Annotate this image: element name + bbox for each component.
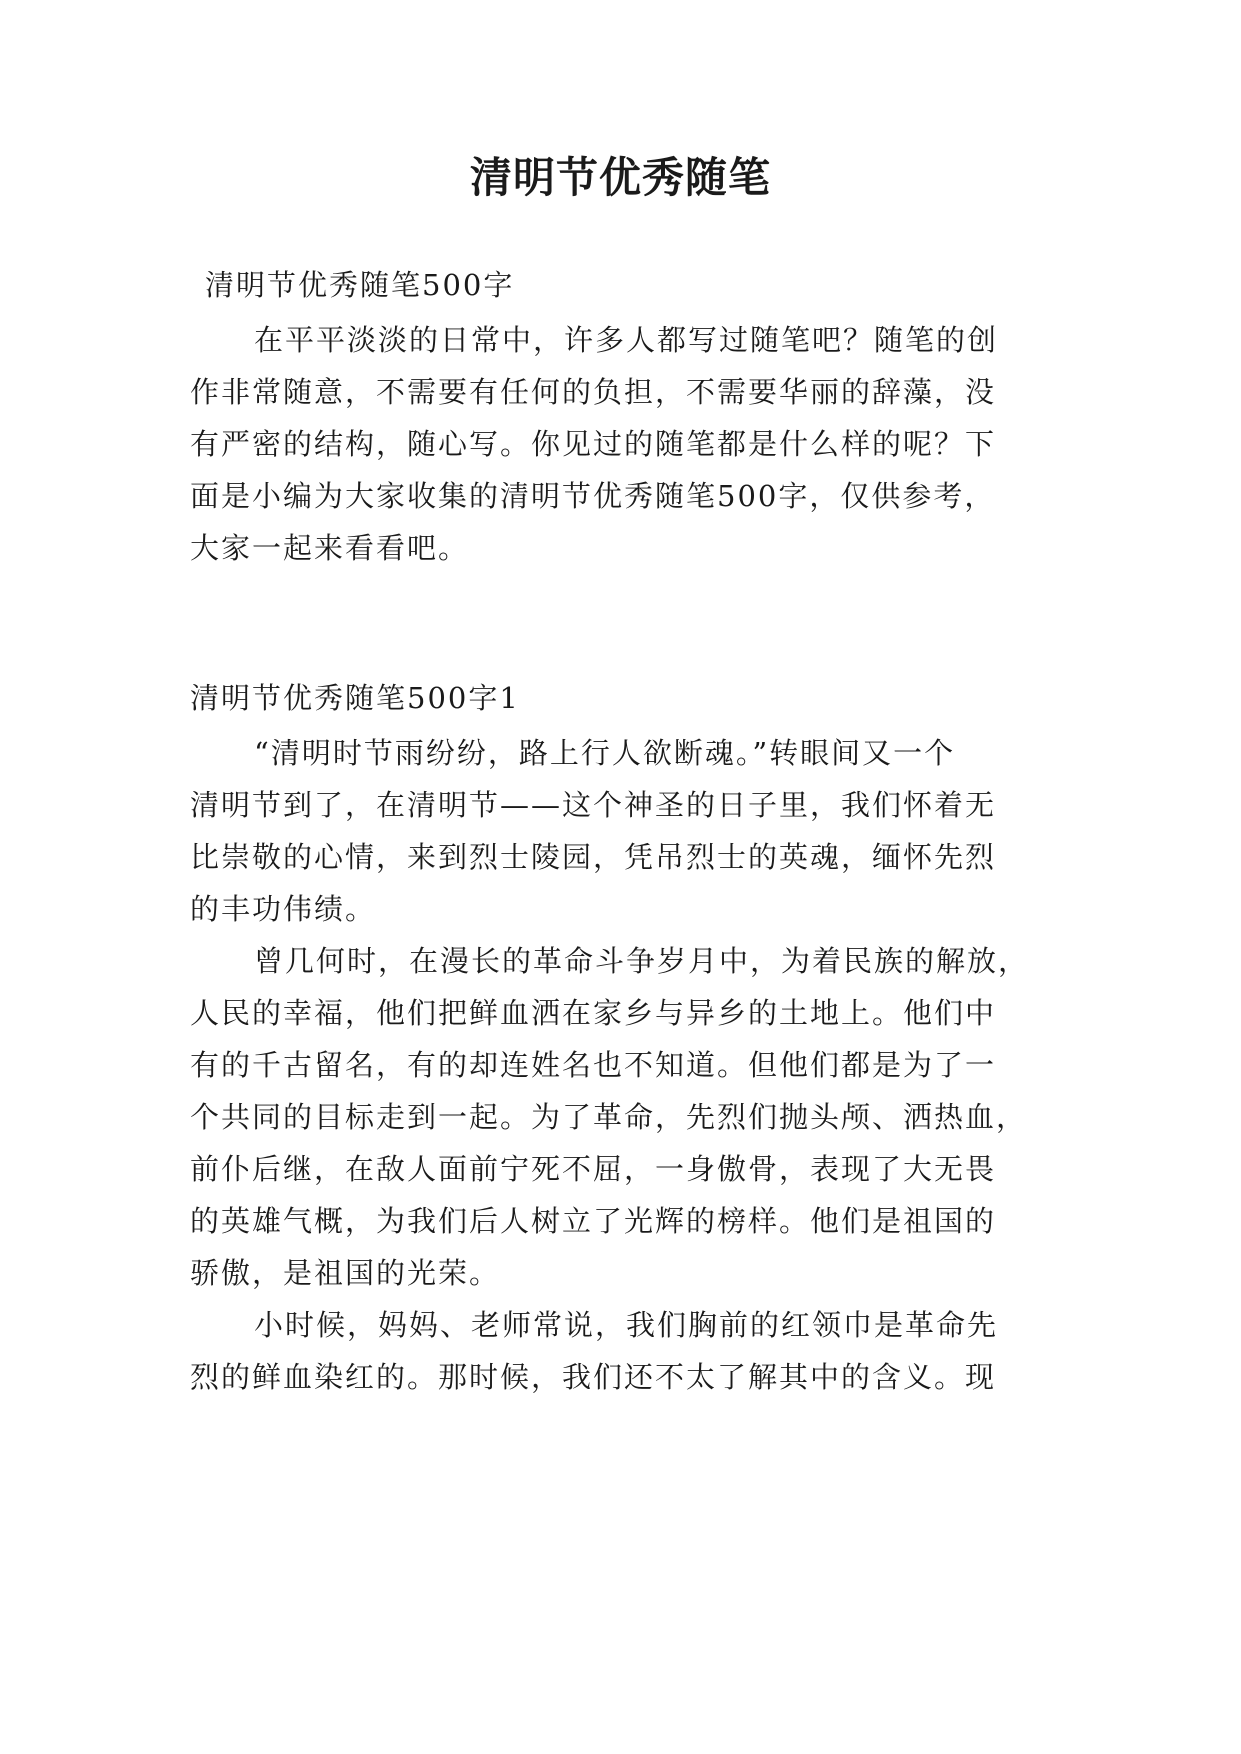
- paragraph-line: 个共同的目标走到一起。为了革命，先烈们抛头颅、洒热血，: [190, 1100, 1028, 1134]
- paragraph-line: 有的千古留名，有的却连姓名也不知道。但他们都是为了一: [190, 1048, 997, 1082]
- intro-line: 在平平淡淡的日常中，许多人都写过随笔吧？随笔的创: [254, 323, 999, 357]
- intro-line: 有严密的结构，随心写。你见过的随笔都是什么样的呢？下: [190, 427, 997, 461]
- paragraph-line: 骄傲，是祖国的光荣。: [190, 1256, 501, 1290]
- section-heading: 清明节优秀随笔500字1: [190, 681, 520, 715]
- paragraph-line: 人民的幸福，他们把鲜血洒在家乡与异乡的土地上。他们中: [190, 996, 997, 1030]
- page-title: 清明节优秀随笔: [469, 153, 771, 202]
- paragraph-line: 的英雄气概，为我们后人树立了光辉的榜样。他们是祖国的: [190, 1204, 997, 1238]
- paragraph-line: “清明时节雨纷纷，路上行人欲断魂。”转眼间又一个: [254, 736, 956, 770]
- intro-line: 大家一起来看看吧。: [190, 531, 470, 565]
- paragraph-line: 前仆后继，在敌人面前宁死不屈，一身傲骨，表现了大无畏: [190, 1152, 997, 1186]
- intro-line: 作非常随意，不需要有任何的负担，不需要华丽的辞藻，没: [190, 375, 997, 409]
- paragraph-line: 曾几何时，在漫长的革命斗争岁月中，为着民族的解放，: [254, 944, 1030, 978]
- paragraph-line: 烈的鲜血染红的。那时候，我们还不太了解其中的含义。现: [190, 1360, 997, 1394]
- paragraph-line: 比崇敬的心情，来到烈士陵园，凭吊烈士的英魂，缅怀先烈: [190, 840, 997, 874]
- paragraph-line: 清明节到了，在清明节——这个神圣的日子里，我们怀着无: [190, 788, 997, 822]
- intro-line: 面是小编为大家收集的清明节优秀随笔500字，仅供参考，: [190, 479, 996, 513]
- intro-subhead: 清明节优秀随笔500字: [205, 268, 515, 302]
- paragraph-line: 的丰功伟绩。: [190, 892, 377, 926]
- paragraph-line: 小时候，妈妈、老师常说，我们胸前的红领巾是革命先: [254, 1308, 999, 1342]
